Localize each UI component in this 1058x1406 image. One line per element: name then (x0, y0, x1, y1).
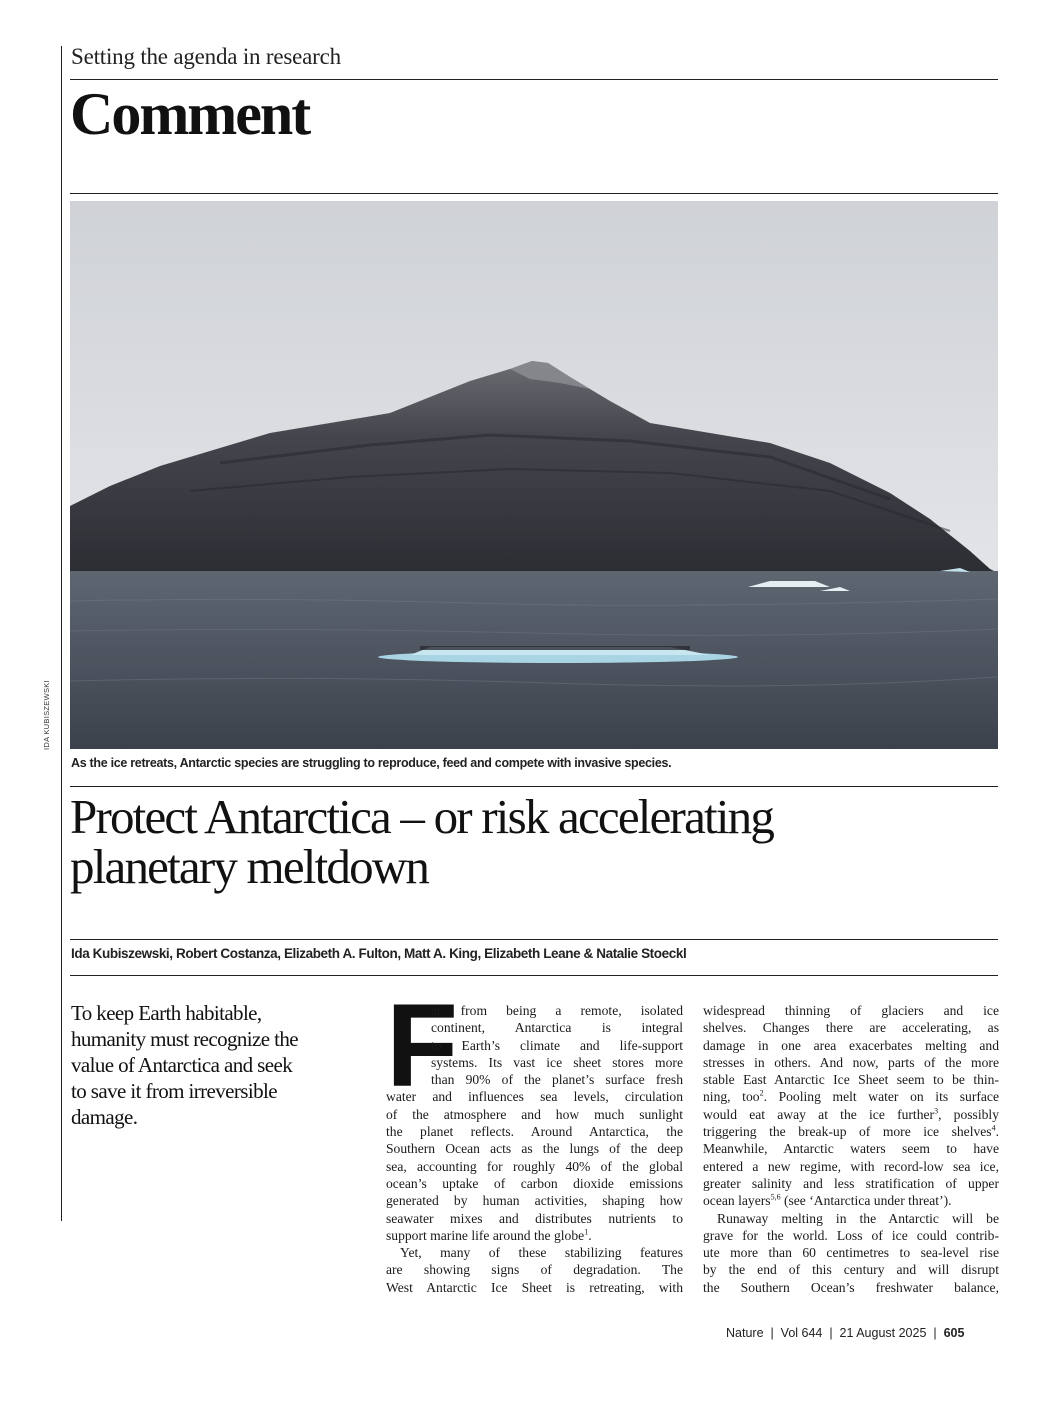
body-text: , possibly (938, 1106, 999, 1122)
standfirst-line: humanity must recognize the (71, 1027, 298, 1051)
standfirst-line: to save it from irreversible (71, 1079, 277, 1103)
body-line: Runaway melting in the Antarctic will be (717, 1210, 999, 1226)
body-line: ocean’s uptake of carbon dioxide emissions (386, 1175, 683, 1191)
standfirst-line: damage. (71, 1105, 138, 1129)
body-line: damage in one area exacerbates melting and (703, 1037, 999, 1053)
body-text: ning, too (703, 1089, 760, 1105)
body-text: triggering the break-up of more ice shelves (703, 1124, 992, 1140)
reference-marker: 3 (934, 1106, 939, 1116)
body-line: entered a new regime, with record-low sea ice, (703, 1158, 999, 1174)
photo-caption: As the ice retreats, Antarctic species are struggling to reproduce, feed and compete with invasive species. (71, 756, 672, 770)
standfirst (71, 1000, 371, 1130)
body-line: stable East Antarctic Ice Sheet seem to be thin- (703, 1072, 999, 1088)
authors-rule-top (70, 939, 998, 940)
body-line: seawater mixes and distributes nutrients to (386, 1210, 683, 1226)
article-photo (70, 201, 998, 749)
body-line: by the end of this century and will disrupt (703, 1262, 999, 1278)
body-line: ar from being a remote, isolated (431, 1003, 683, 1018)
body-column-2 (386, 980, 683, 1296)
body-line: the Southern Ocean’s freshwater balance, (703, 1279, 999, 1295)
reference-marker: 4 (991, 1123, 996, 1133)
body-line: Meanwhile, Antarctic waters seem to have (703, 1141, 999, 1157)
standfirst-line: value of Antarctica and seek (71, 1053, 293, 1077)
body-line: generated by human activities, shaping how (386, 1193, 683, 1209)
body-line: West Antarctic Ice Sheet is retreating, with (386, 1279, 683, 1295)
body-line: stresses in others. And now, parts of the more (703, 1054, 999, 1070)
body-line (703, 1106, 999, 1123)
photo-credit: IDA KUBISZEWSKI (42, 680, 51, 750)
body-line: greater salinity and less stratification of upper (703, 1175, 999, 1191)
drop-cap: F (386, 980, 459, 1112)
caption-rule (70, 786, 998, 787)
headline-line-1: Protect Antarctica – or risk accelerating (70, 789, 774, 844)
section-title: Comment (70, 81, 310, 147)
body-text: ocean layers (703, 1193, 771, 1209)
body-line: widespread thinning of glaciers and ice (703, 1003, 999, 1018)
page-number: 605 (943, 1326, 965, 1340)
body-line: the planet reflects. Around Antarctica, the (386, 1124, 683, 1140)
body-line: shelves. Changes there are accelerating, as (703, 1020, 999, 1036)
body-line: ute more than 60 centimetres to sea-level rise (703, 1245, 999, 1261)
reference-marker: 1 (584, 1227, 589, 1237)
body-column-3 (703, 1002, 999, 1296)
body-line: grave for the world. Loss of ice could contrib- (703, 1227, 999, 1243)
body-line: than 90% of the planet’s surface fresh (431, 1072, 683, 1088)
section-label: Setting the agenda in research (71, 44, 341, 69)
article-headline (70, 789, 1000, 894)
dropcap-lines (386, 1002, 683, 1088)
body-text: . (995, 1124, 999, 1140)
reference-marker: 2 (759, 1088, 764, 1098)
body-line (703, 1088, 999, 1105)
body-text: (see ‘Antarctica under threat’). (780, 1193, 952, 1209)
body-text: support marine life around the globe (386, 1227, 585, 1243)
headline-line-2: planetary meltdown (70, 839, 429, 894)
header-rule-bottom (70, 193, 998, 194)
author-list: Ida Kubiszewski, Robert Costanza, Elizabeth A. Fulton, Matt A. King, Elizabeth Leane & Natalie Stoeckl (71, 946, 687, 961)
body-line: continent, Antarctica is integral (431, 1020, 683, 1036)
body-line (703, 1123, 999, 1140)
body-line: to Earth’s climate and life-support (431, 1037, 683, 1053)
body-line: Southern Ocean acts as the lungs of the deep (386, 1141, 683, 1157)
journal-name: Nature (726, 1326, 764, 1340)
body-text: . Pooling melt water on its surface (763, 1089, 999, 1105)
body-line: systems. Its vast ice sheet stores more (431, 1054, 683, 1070)
body-line: are showing signs of degradation. The (386, 1262, 683, 1278)
body-line: water and influences sea levels, circulation (386, 1089, 683, 1105)
issue-date: 21 August 2025 (839, 1326, 927, 1340)
body-text: would eat away at the ice further (703, 1106, 935, 1122)
body-line: sea, accounting for roughly 40% of the global (386, 1158, 683, 1174)
body-line: support marine life around the globe$^1$. (386, 1227, 592, 1243)
authors-rule-bottom (70, 975, 998, 976)
standfirst-line: To keep Earth habitable, (71, 1001, 262, 1025)
body-line (703, 1192, 999, 1209)
reference-marker: 5,6 (770, 1192, 781, 1202)
left-margin-rule (61, 46, 62, 1221)
volume: Vol 644 (780, 1326, 823, 1340)
body-line: Yet, many of these stabilizing features (400, 1245, 683, 1261)
body-line: of the atmosphere and how much sunlight (386, 1106, 683, 1122)
page-footer: Nature | Vol 644 | 21 August 2025 | 605 (726, 1326, 965, 1340)
